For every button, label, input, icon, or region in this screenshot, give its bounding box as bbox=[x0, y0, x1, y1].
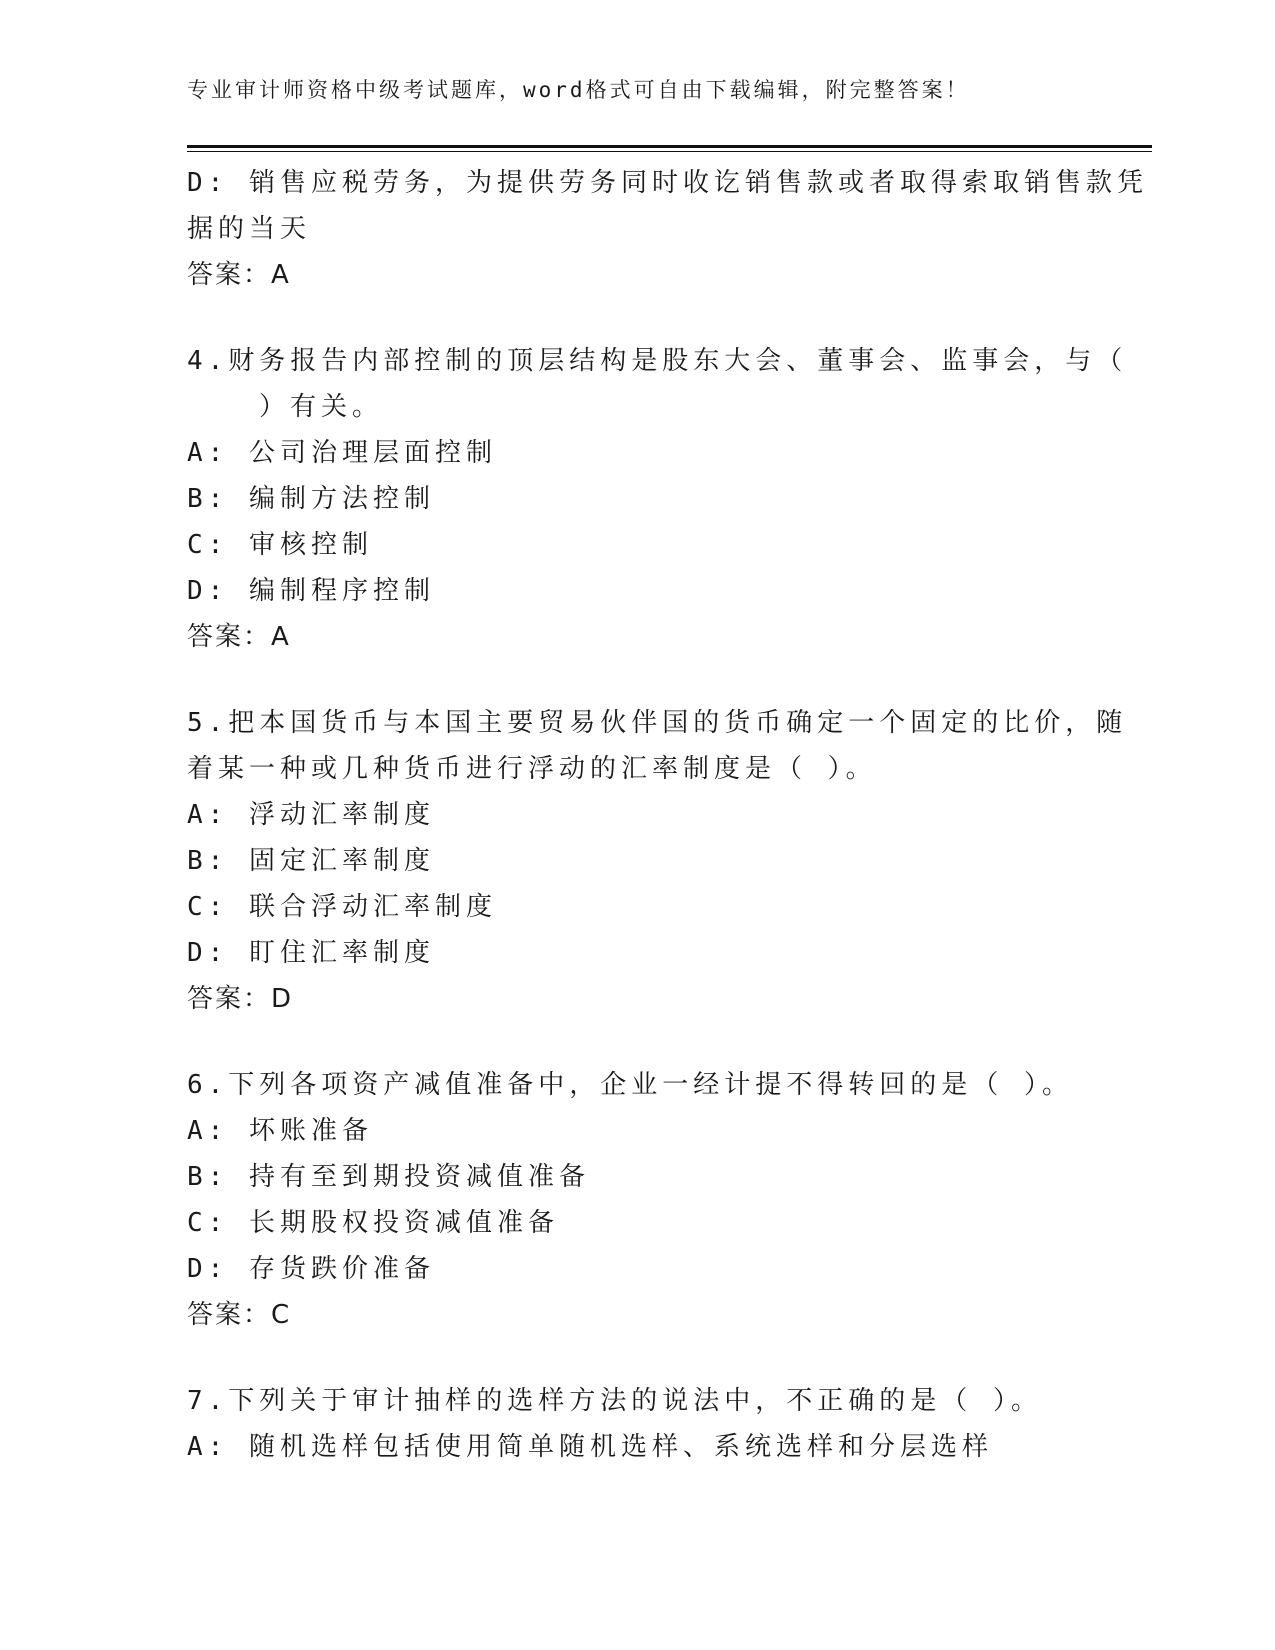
question-stem: 6.下列各项资产减值准备中，企业一经计提不得转回的是（ ）。 bbox=[187, 1070, 1073, 1100]
option-d: D: 销售应税劳务，为提供劳务同时收讫销售款或者取得索取销售款凭 bbox=[187, 168, 1148, 198]
option-d-continued: 据的当天 bbox=[187, 214, 312, 244]
question-7 bbox=[187, 1378, 1087, 1470]
option-a: A: 坏账准备 bbox=[187, 1116, 373, 1146]
question-stem: 4.财务报告内部控制的顶层结构是股东大会、董事会、监事会，与（ bbox=[187, 346, 1128, 376]
question-4 bbox=[187, 338, 1128, 660]
question-stem-continued: ）有关。 bbox=[259, 392, 384, 422]
answer: 答案：A bbox=[187, 260, 291, 290]
question-5 bbox=[187, 700, 1128, 1022]
option-d: D: 编制程序控制 bbox=[187, 576, 435, 606]
option-a: A: 随机选样包括使用简单随机选样、系统选样和分层选样 bbox=[187, 1432, 993, 1462]
question-stem: 7.下列关于审计抽样的选样方法的说法中，不正确的是（ ）。 bbox=[187, 1386, 1042, 1416]
option-c: C: 审核控制 bbox=[187, 530, 373, 560]
option-c: C: 联合浮动汇率制度 bbox=[187, 892, 497, 922]
option-b: B: 固定汇率制度 bbox=[187, 846, 435, 876]
answer: 答案：A bbox=[187, 622, 291, 652]
question-stem-continued: 着某一种或几种货币进行浮动的汇率制度是（ ）。 bbox=[187, 754, 877, 784]
question-list bbox=[187, 160, 1148, 1470]
option-a: A: 浮动汇率制度 bbox=[187, 800, 435, 830]
question-3 bbox=[187, 160, 1148, 298]
option-c: C: 长期股权投资减值准备 bbox=[187, 1208, 559, 1238]
option-d: D: 盯住汇率制度 bbox=[187, 938, 435, 968]
question-6 bbox=[187, 1062, 1087, 1338]
option-b: B: 编制方法控制 bbox=[187, 484, 435, 514]
answer: 答案：D bbox=[187, 984, 294, 1014]
option-d: D: 存货跌价准备 bbox=[187, 1254, 435, 1284]
answer: 答案：C bbox=[187, 1300, 292, 1330]
option-a: A: 公司治理层面控制 bbox=[187, 438, 497, 468]
option-b: B: 持有至到期投资减值准备 bbox=[187, 1162, 590, 1192]
question-stem: 5.把本国货币与本国主要贸易伙伴国的货币确定一个固定的比价，随 bbox=[187, 708, 1128, 738]
header-divider bbox=[187, 145, 1152, 152]
page-header: 专业审计师资格中级考试题库，word格式可自由下载编辑，附完整答案！ bbox=[187, 78, 970, 102]
